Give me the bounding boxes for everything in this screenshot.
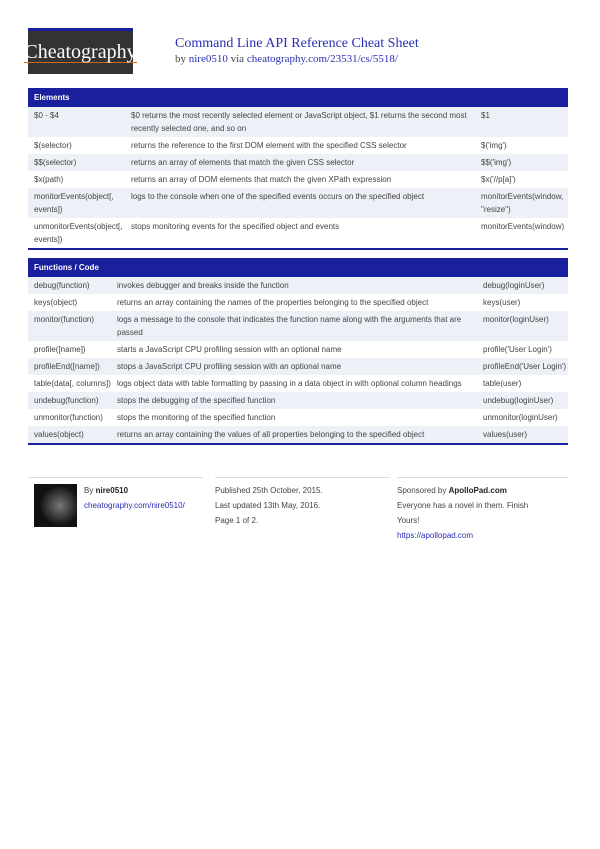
description-cell: starts a JavaScript CPU profiling session with an optional name bbox=[117, 345, 342, 354]
author-profile-link[interactable]: cheatography.com/nire0510/ bbox=[84, 501, 185, 510]
example-cell: $x('//p[a]') bbox=[481, 175, 516, 184]
description-cell: logs a message to the console that indicates the function name along with the arguments that are passed bbox=[117, 315, 462, 337]
command-cell: $(selector) bbox=[34, 141, 72, 150]
table-row bbox=[28, 154, 568, 171]
example-cell: $$('img') bbox=[481, 158, 512, 167]
page-title: Command Line API Reference Cheat Sheet bbox=[175, 36, 419, 51]
command-cell: profileEnd([name]) bbox=[34, 362, 100, 371]
description-cell: stops monitoring events for the specified object and events bbox=[131, 222, 340, 231]
table-row bbox=[28, 311, 568, 341]
description-cell: stops a JavaScript CPU profiling session with an optional name bbox=[117, 362, 342, 371]
cheatography-logo[interactable]: Cheatography bbox=[28, 28, 133, 74]
example-cell: monitorEvents(window, "resize") bbox=[481, 192, 564, 214]
description-cell: $0 returns the most recently selected element or JavaScript object, $1 returns the second most recently selected one, and so on bbox=[131, 111, 467, 133]
author-link[interactable]: nire0510 bbox=[188, 53, 228, 65]
command-cell: debug(function) bbox=[34, 281, 90, 290]
example-cell: $('img') bbox=[481, 141, 507, 150]
command-cell: keys(object) bbox=[34, 298, 78, 307]
sheet-url-link[interactable]: cheatography.com/23531/cs/5518/ bbox=[246, 53, 398, 65]
table-row bbox=[28, 137, 568, 154]
table-row bbox=[28, 409, 568, 426]
description-cell: returns an array of DOM elements that match the given XPath expression bbox=[131, 175, 392, 184]
example-cell: debug(loginUser) bbox=[483, 281, 545, 290]
command-cell: monitorEvents(object[, events]) bbox=[34, 192, 114, 214]
description-cell: logs object data with table formatting by passing in a data object in with optional column headings bbox=[117, 379, 462, 388]
table-row bbox=[28, 375, 568, 392]
description-cell: returns an array of elements that match the given CSS selector bbox=[131, 158, 355, 167]
command-cell: values(object) bbox=[34, 430, 84, 439]
command-cell: undebug(function) bbox=[34, 396, 99, 405]
command-cell: table(data[, columns]) bbox=[34, 379, 111, 388]
description-cell: logs to the console when one of the specified events occurs on the specified object bbox=[131, 192, 425, 201]
table-row bbox=[28, 218, 568, 248]
table-row bbox=[28, 107, 568, 137]
description-cell: stops the monitoring of the specified function bbox=[117, 413, 276, 422]
example-cell: profile('User Login') bbox=[483, 345, 552, 354]
sponsor-link[interactable]: https://apollopad.com bbox=[397, 531, 474, 540]
table-row bbox=[28, 277, 568, 294]
footer-author: By nire0510 cheatography.com/nire0510/ bbox=[28, 477, 203, 513]
description-cell: returns an array containing the names of the properties belonging to the specified object bbox=[117, 298, 429, 307]
footer-sponsor: Sponsored by ApolloPad.com Everyone has a novel in them. Finish Yours! https://apollopad.com bbox=[397, 477, 568, 543]
description-cell: returns the reference to the first DOM element with the specified CSS selector bbox=[131, 141, 407, 150]
example-cell: undebug(loginUser) bbox=[483, 396, 554, 405]
table-row bbox=[28, 171, 568, 188]
byline: by nire0510 via cheatography.com/23531/cs/5518/ bbox=[175, 53, 398, 65]
section-title: Functions / Code bbox=[28, 258, 568, 277]
example-cell: monitor(loginUser) bbox=[483, 315, 549, 324]
section-elements bbox=[28, 88, 568, 250]
example-cell: values(user) bbox=[483, 430, 528, 439]
description-cell: stops the debugging of the specified function bbox=[117, 396, 276, 405]
table-row bbox=[28, 358, 568, 375]
command-cell: $0 - $4 bbox=[34, 111, 59, 120]
example-cell: keys(user) bbox=[483, 298, 521, 307]
table-row bbox=[28, 426, 568, 443]
command-cell: $$(selector) bbox=[34, 158, 77, 167]
command-cell: profile([name]) bbox=[34, 345, 86, 354]
table-row bbox=[28, 188, 568, 218]
command-cell: monitor(function) bbox=[34, 315, 95, 324]
table-row bbox=[28, 392, 568, 409]
author-avatar bbox=[34, 484, 77, 527]
command-cell: $x(path) bbox=[34, 175, 64, 184]
example-cell: table(user) bbox=[483, 379, 522, 388]
section-title: Elements bbox=[28, 88, 568, 107]
command-cell: unmonitorEvents(object[, events]) bbox=[34, 222, 123, 244]
description-cell: invokes debugger and breaks inside the function bbox=[117, 281, 289, 290]
footer-dates: Published 25th October, 2015. Last updated 13th May, 2016. Page 1 of 2. bbox=[215, 477, 390, 528]
example-cell: $1 bbox=[481, 111, 490, 120]
command-cell: unmonitor(function) bbox=[34, 413, 103, 422]
example-cell: monitorEvents(window) bbox=[481, 222, 565, 231]
example-cell: profileEnd('User Login') bbox=[483, 362, 567, 371]
table-row bbox=[28, 341, 568, 358]
description-cell: returns an array containing the values of all properties belonging to the specified object bbox=[117, 430, 425, 439]
section-functions bbox=[28, 258, 568, 445]
example-cell: unmonitor(loginUser) bbox=[483, 413, 558, 422]
table-row bbox=[28, 294, 568, 311]
